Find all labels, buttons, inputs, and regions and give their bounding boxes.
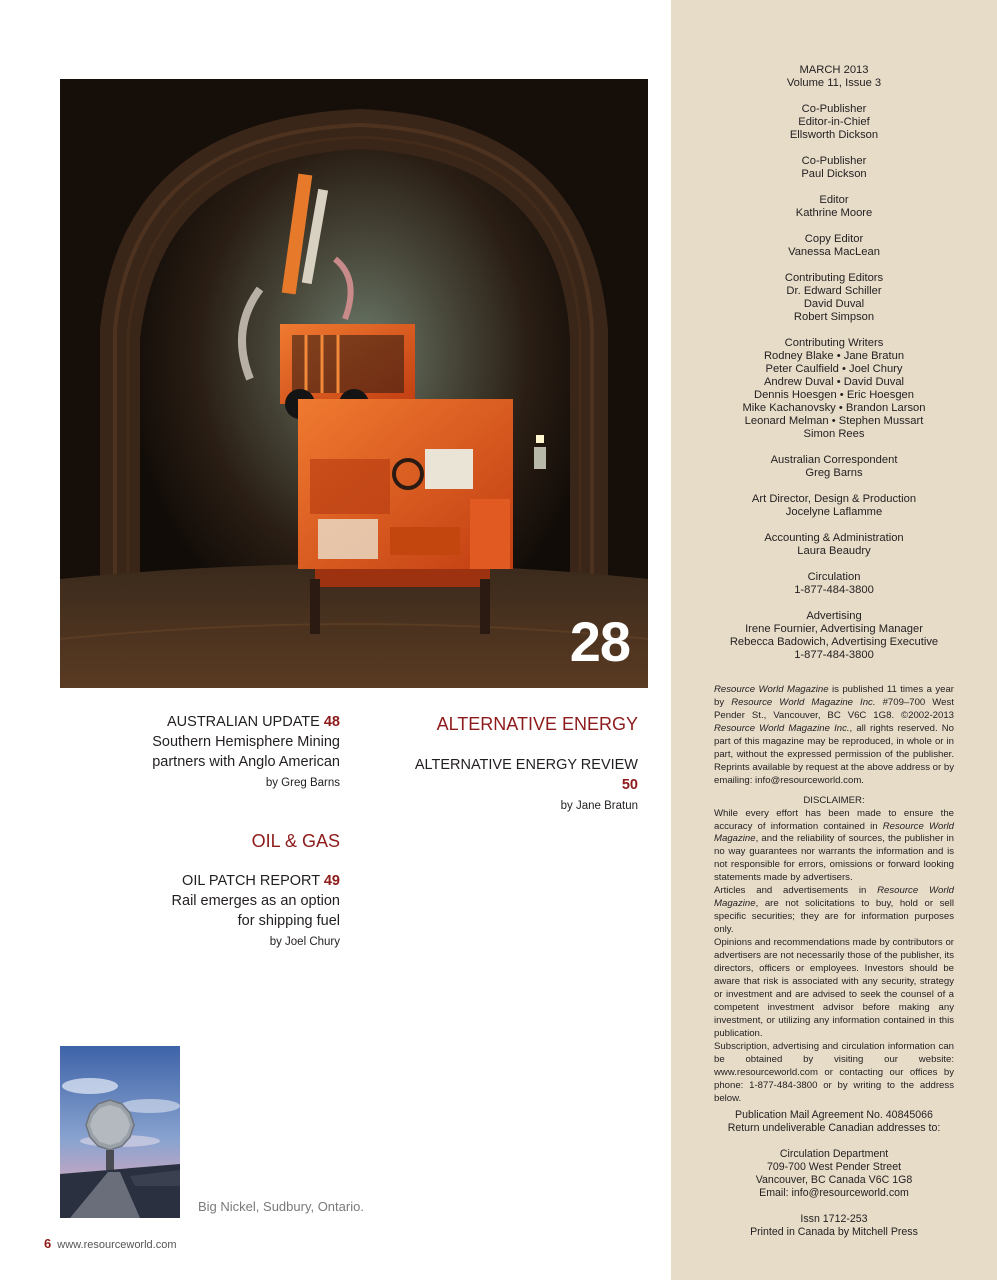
section-alternative-energy [400,712,638,736]
drill-rig-tunnel-image [60,79,648,688]
masthead-line: Volume 11, Issue 3 [786,77,882,89]
masthead-group [671,571,997,597]
article-byline: by Jane Bratun [560,800,638,812]
masthead-line: Editor-in-Chief [798,116,870,128]
kicker-label: ALTERNATIVE ENERGY REVIEW [414,757,638,773]
kicker-label: AUSTRALIAN UPDATE [167,714,320,730]
mailing-group [671,1213,997,1239]
masthead-line: Vanessa MacLean [788,246,880,258]
masthead-line: Robert Simpson [793,311,875,323]
masthead-line: MARCH 2013 [799,64,869,76]
masthead-sidebar [671,0,997,1280]
mailing-line: 709-700 West Pender Street [766,1161,902,1173]
publication-statement [714,684,954,788]
masthead-line: Laura Beaudry [797,545,871,557]
masthead-line: Accounting & Administration [764,532,904,544]
article-byline: by Greg Barns [265,777,340,789]
masthead-line: Rodney Blake • Jane Bratun [763,350,905,362]
mailing-line: Issn 1712-253 [800,1213,868,1225]
article-deck-line-2: partners with Anglo American [152,754,340,770]
article-kicker [100,712,340,732]
page-footer [44,1236,177,1251]
masthead-line: Irene Fournier, Advertising Manager [745,623,923,635]
disclaimer-text: While every effort has been made to ensure the accuracy of information contained in [714,807,954,832]
company-name: Resource World Magazine Inc. [714,722,850,734]
article-kicker [100,871,340,891]
masthead-line: 1-877-484-3800 [794,649,874,661]
masthead-group [671,610,997,662]
masthead-line: Contributing Writers [784,337,884,349]
statement-text: is published 11 times a year by [714,684,954,708]
masthead-group [671,64,997,90]
masthead-line: Simon Rees [803,428,865,440]
masthead-line: Greg Barns [805,467,863,479]
disclaimer-paragraph [714,885,954,937]
big-nickel-image [60,1046,180,1218]
hero-photo [60,79,648,688]
masthead-line: Peter Caulfield • Joel Chury [765,363,903,375]
masthead-line: Co-Publisher [801,155,867,167]
masthead-line: Dennis Hoesgen • Eric Hoesgen [753,389,914,401]
masthead-group [671,103,997,142]
feature-page-number: 28 [569,610,630,673]
masthead-line: Leonard Melman • Stephen Mussart [744,415,924,427]
magazine-name: Resource World Magazine [714,820,955,845]
kicker-label: OIL PATCH REPORT [182,873,320,889]
magazine-name: Resource World Magazine [714,684,829,695]
mailing-line: Vancouver, BC Canada V6C 1G8 [755,1174,913,1186]
masthead-line: Co-Publisher [801,103,867,115]
masthead-line: Copy Editor [804,233,864,245]
masthead-group [671,272,997,324]
masthead-group [671,155,997,181]
masthead-line: Australian Correspondent [770,454,898,466]
masthead-line: Jocelyne Laflamme [785,506,883,518]
disclaimer-text: , are not solicitations to buy, hold or sell specific securities; they are for information purposes only. [714,898,954,936]
masthead-group [671,454,997,480]
masthead-line: Rebecca Badowich, Advertising Executive [729,636,939,648]
mailing-info [671,1109,997,1252]
article-oil-patch-report[interactable] [100,871,340,951]
disclaimer-text: , and the reliability of sources, the publisher in no way guarantees nor warrants the information and is not responsible for errors, omissions or forward looking statements made by advertisers. [714,833,954,884]
masthead-line: Circulation [807,571,861,583]
masthead-line: Mike Kachanovsky • Brandon Larson [742,402,926,414]
page-number: 6 [44,1236,52,1251]
disclaimer-paragraph: Opinions and recommendations made by contributors or advertisers are not necessarily those of the publisher, its directors, officers or employees. Investors should be aware that risk is associated with any security, strategy or investment and are advised to seek the counsel of a competent investment advisor before making any investment, or utilizing any information contained in this publication. [714,937,954,1039]
article-kicker [400,755,638,795]
mailing-line: Publication Mail Agreement No. 40845066 [735,1109,933,1121]
masthead-line: David Duval [803,298,865,310]
mailing-group [671,1109,997,1135]
masthead-line: Advertising [806,610,862,622]
magazine-name: Resource World Magazine [714,885,955,910]
statement-text: , all rights reserved. No part of this magazine may be reproduced, in whole or in part, without the expressed permission of the publisher. Reprints available by request at the above address or by emailing: info@resourceworld.com. [714,722,955,786]
masthead-line: Dr. Edward Schiller [786,285,882,297]
masthead-line: Contributing Editors [784,272,884,284]
mailing-line: Return undeliverable Canadian addresses to: [727,1122,941,1134]
article-deck-line-1: Southern Hemisphere Mining [152,734,340,750]
statement-text: #709–700 West Pender St., Vancouver, BC V6C 1G8. ©2002-2013 [714,696,954,721]
masthead-line: Andrew Duval • David Duval [763,376,905,388]
masthead-group [671,233,997,259]
disclaimer-title: DISCLAIMER: [803,794,865,806]
section-heading: OIL & GAS [251,831,340,851]
page-ref: 49 [323,873,340,889]
masthead-line: 1-877-484-3800 [794,584,874,596]
page-ref: 48 [323,714,340,730]
masthead-group [671,337,997,441]
page-ref: 50 [621,777,638,793]
section-oil-gas [100,829,340,853]
mailing-group [671,1148,997,1200]
masthead-group [671,532,997,558]
subscription-paragraph: Subscription, advertising and circulation information can be obtained by visiting our website: www.resourceworld.com or contacting our offices by phone: 1-877-484-3800 or by writing to the address below. [714,1040,954,1104]
company-name: Resource World Magazine Inc. [731,696,876,708]
masthead-line: Ellsworth Dickson [789,129,879,141]
masthead-line: Editor [819,194,849,206]
section-heading: ALTERNATIVE ENERGY [436,714,638,734]
disclaimer-text: Articles and advertisements in [714,885,878,897]
legal-notice [714,684,954,1106]
masthead-line: Kathrine Moore [795,207,873,219]
footer-url[interactable]: www.resourceworld.com [57,1239,177,1251]
mailing-line: Email: info@resourceworld.com [759,1187,909,1199]
mailing-line: Circulation Department [779,1148,889,1160]
masthead-line: Paul Dickson [801,168,867,180]
article-deck-line-1: Rail emerges as an option [171,893,340,909]
disclaimer-paragraph [714,808,954,886]
big-nickel-photo [60,1046,180,1218]
article-byline: by Joel Chury [269,936,340,948]
article-alternative-energy-review[interactable] [400,755,638,815]
masthead-group [671,194,997,220]
masthead-credits [671,64,997,675]
mailing-line: Printed in Canada by Mitchell Press [750,1226,918,1238]
masthead-line: Art Director, Design & Production [751,493,917,505]
article-deck-line-2: for shipping fuel [237,913,340,929]
article-australian-update[interactable] [100,712,340,792]
masthead-group [671,493,997,519]
photo-caption: Big Nickel, Sudbury, Ontario. [198,1199,364,1214]
